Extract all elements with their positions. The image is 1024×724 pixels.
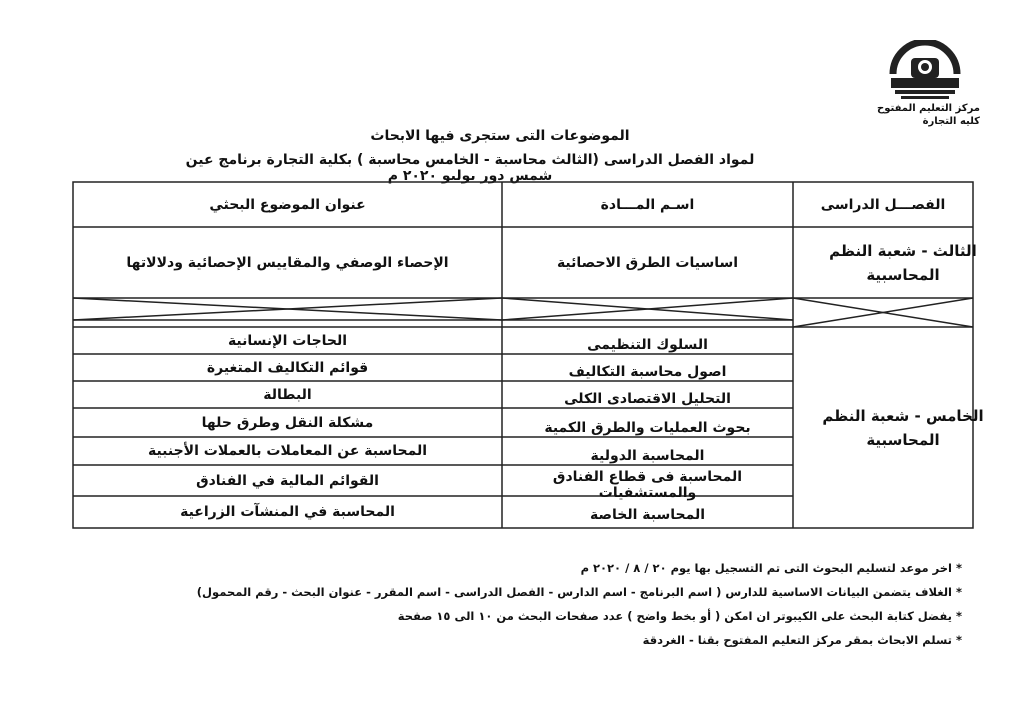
subject-cell: المحاسبة الخاصة <box>589 507 706 523</box>
page-title: الموضوعات التى ستجرى فيها الابحاث <box>370 128 630 144</box>
subject-cell: بحوث العمليات والطرق الكمية <box>544 419 751 436</box>
org-name: مركز التعليم المفتوح <box>877 103 980 114</box>
research-topics-table <box>72 181 984 529</box>
topic-cell: مشكلة النقل وطرق حلها <box>201 414 374 431</box>
note-item: * اخر موعد لتسليم البحوث التى تم التسجيل بها يوم ٢٠ / ٨ / ٢٠٢٠ م <box>580 561 962 575</box>
university-logo <box>885 40 965 102</box>
topic-cell: المحاسبة في المنشآت الزراعية <box>180 504 395 520</box>
subject-cell: اساسيات الطرق الاحصائية <box>556 254 739 271</box>
subject-cell: التحليل الاقتصادى الكلى <box>564 390 731 407</box>
topic-cell: البطالة <box>263 386 312 403</box>
subject-cell: المحاسبة فى قطاع الفنادق والمستشفيات <box>552 468 743 501</box>
subject-cell: المحاسبة الدولية <box>590 447 705 464</box>
header-topic: عنوان الموضوع البحثي <box>209 196 366 213</box>
topic-cell: المحاسبة عن المعاملات بالعملات الأجنبية <box>147 443 428 459</box>
note-item: * الغلاف يتضمن البيانات الاساسية للدارس ( اسم البرنامج - اسم الدارس - الفصل الدراسى - اسم المقرر - عنوان البحث - رقم المحمول) <box>196 585 962 599</box>
header-semester: الفصـــل الدراسى <box>820 196 946 213</box>
semester-third: الثالث - شعبة النظم المحاسبية <box>829 241 977 284</box>
topic-cell: القوائم المالية في الفنادق <box>196 472 379 489</box>
topic-cell: قوائم التكاليف المتغيرة <box>206 359 369 376</box>
faculty-name: كليه التجارة <box>922 116 980 127</box>
subject-cell: اصول محاسبة التكاليف <box>568 363 727 380</box>
header-subject: اسـم المـــادة <box>600 196 695 213</box>
topic-cell: الحاجات الإنسانية <box>227 332 348 349</box>
note-item: * يفضل كتابة البحث على الكيبوتر ان امكن ( أو بخط واضح ) عدد صفحات البحث من ١٠ الى ١٥ صفحة <box>397 609 962 623</box>
topic-cell: الإحصاء الوصفي والمقاييس الإحصائية ودلالاتها <box>126 254 449 271</box>
institution-header <box>870 40 980 128</box>
subject-cell: السلوك التنظيمى <box>587 336 708 353</box>
note-item: * تسلم الابحاث بمقر مركز التعليم المفتوح بقنا - الغردقة <box>642 633 962 647</box>
notes-list <box>62 556 962 652</box>
semester-fifth: الخامس - شعبة النظم المحاسبية <box>822 406 984 449</box>
page-subtitle: لمواد الفصل الدراسى (الثالث محاسبة - الخامس محاسبة ) بكلية التجارة برنامج عين شمس دور يوليو ٢٠٢٠ م <box>185 152 755 184</box>
